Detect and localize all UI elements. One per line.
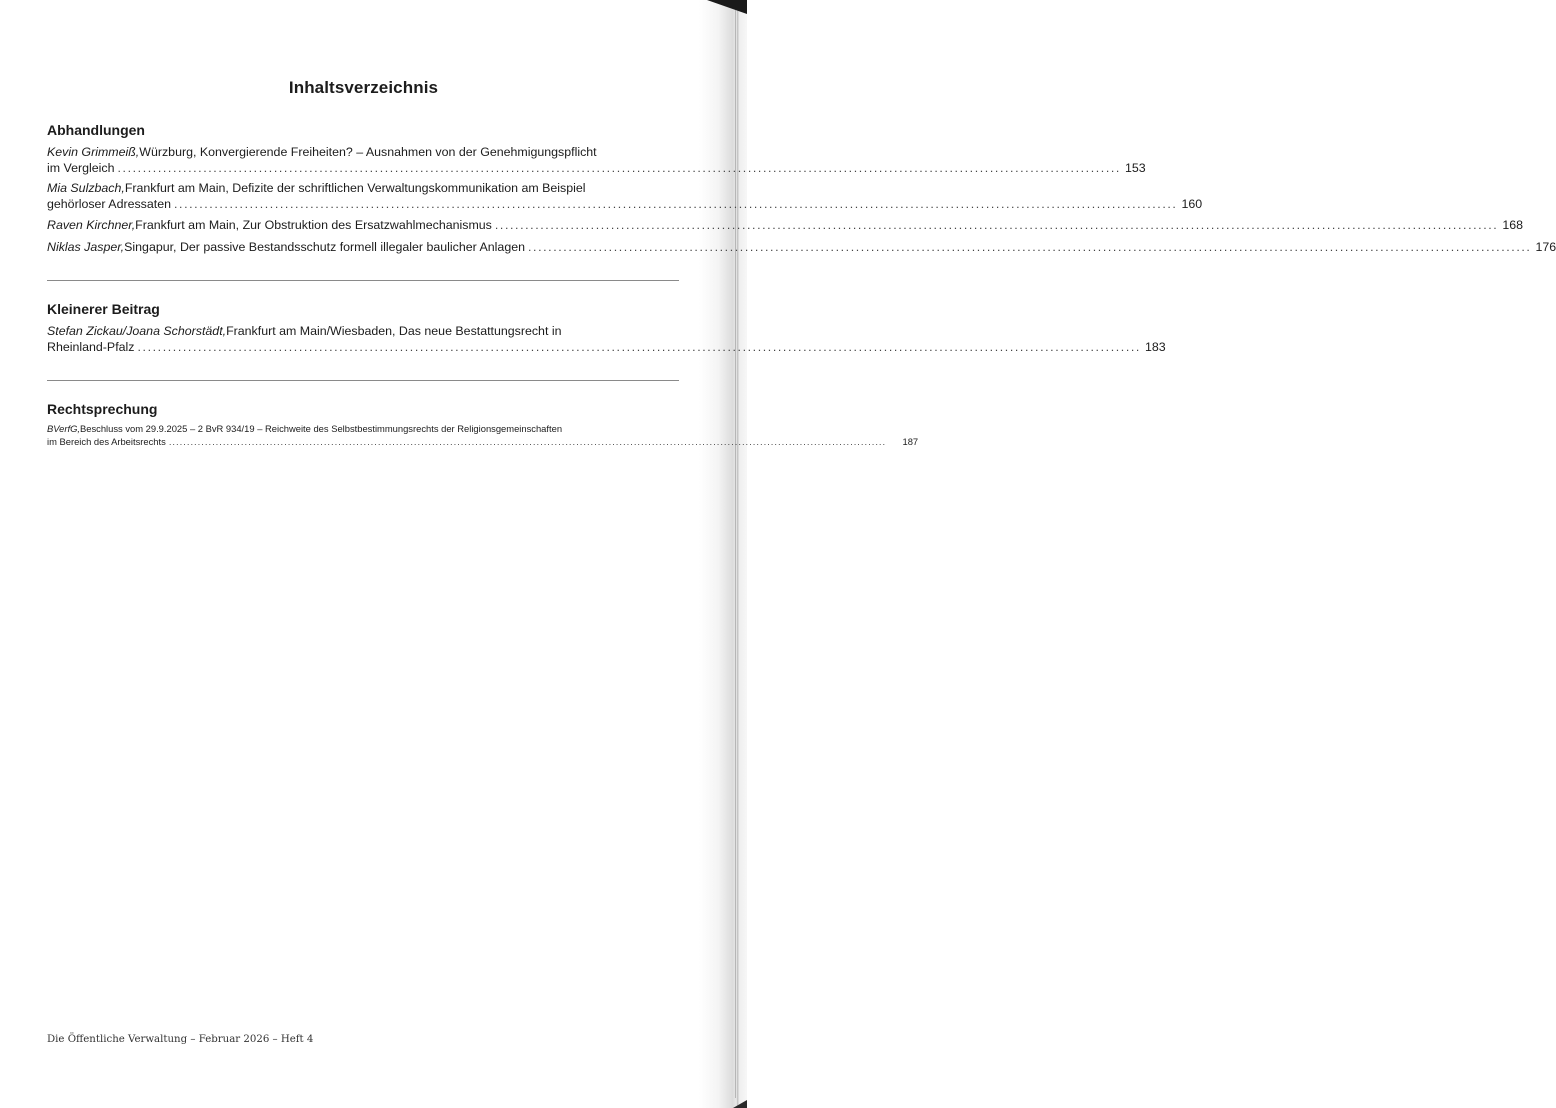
entry-line: [47, 196, 1203, 212]
entry-line: [47, 160, 1146, 176]
section-divider: [47, 380, 679, 381]
entry-title: Frankfurt am Main/Wiesbaden, Das neue Bestattungsrecht in: [226, 324, 562, 338]
page-title: Inhaltsverzeichnis: [288, 78, 439, 97]
section-heading-rechtsprechung: Rechtsprechung: [47, 401, 158, 417]
entry-page-number: 183: [1144, 340, 1166, 354]
entry-title-continued: Rheinland-Pfalz: [47, 340, 135, 354]
entry-author: Mia Sulzbach,: [47, 181, 125, 195]
toc-entry[interactable]: [47, 180, 1203, 212]
dot-leader: .......................................................................................................................................................................................................: [174, 197, 1178, 211]
entry-page-number: 168: [1502, 218, 1524, 232]
toc-entry[interactable]: [47, 239, 1556, 255]
dot-leader: .......................................................................................................................................................................................................: [137, 340, 1141, 354]
entry-line: [47, 339, 1166, 355]
toc-entry[interactable]: [47, 423, 919, 448]
entry-title-continued: gehörloser Adressaten: [47, 197, 171, 211]
entry-line: [47, 239, 1556, 255]
page-footer: Die Öffentliche Verwaltung – Februar 2026 – Heft 4: [47, 1034, 314, 1045]
entry-line: [47, 435, 919, 449]
entry-page-number: 176: [1535, 240, 1556, 254]
entry-title: Würzburg, Konvergierende Freiheiten? – Ausnahmen von der Genehmigungspflicht: [139, 145, 597, 159]
entry-author: Raven Kirchner,: [47, 218, 136, 232]
page-corner-top: [707, 0, 747, 14]
entry-author: BVerfG,: [47, 423, 80, 434]
page-corner-bottom: [733, 1100, 747, 1108]
entry-title-continued: im Vergleich: [47, 161, 115, 175]
entry-page-number: 187: [902, 435, 919, 447]
dot-leader: .......................................................................................................................................................................................................: [168, 435, 887, 447]
entry-page-number: 160: [1181, 197, 1203, 211]
section-heading-abhandlungen: Abhandlungen: [47, 122, 145, 138]
toc-entry[interactable]: [47, 217, 1524, 233]
section-heading-kleinerer-beitrag: Kleinerer Beitrag: [47, 301, 160, 317]
entry-line: [47, 217, 1524, 233]
entry-page-number: 153: [1124, 161, 1146, 175]
section-divider: [47, 280, 679, 281]
entry-line: [47, 180, 679, 196]
entry-title: Beschluss vom 29.9.2025 – 2 BvR 934/19 – Reichweite des Selbstbestimmungsrechts der Religionsgemeinschaften: [80, 423, 563, 434]
entry-line: [47, 144, 679, 160]
dot-leader: .......................................................................................................................................................................................................: [528, 240, 1532, 254]
entry-author: Stefan Zickau/Joana Schorstädt,: [47, 324, 227, 338]
entry-title: Singapur, Der passive Bestandsschutz formell illegaler baulicher Anlagen: [124, 240, 525, 254]
dot-leader: .......................................................................................................................................................................................................: [117, 161, 1121, 175]
toc-entry[interactable]: [47, 144, 1146, 176]
entry-line: [47, 323, 679, 339]
entry-title: Frankfurt am Main, Defizite der schriftlichen Verwaltungskommunikation am Beispiel: [124, 181, 586, 195]
entry-title-continued: im Bereich des Arbeitsrechts: [47, 435, 166, 447]
entry-author: Kevin Grimmeiß,: [47, 145, 140, 159]
entry-line: [47, 423, 679, 436]
entry-title: Frankfurt am Main, Zur Obstruktion des Ersatzwahlmechanismus: [135, 218, 492, 232]
dot-leader: .......................................................................................................................................................................................................: [494, 218, 1499, 232]
entry-author: Niklas Jasper,: [47, 240, 125, 254]
toc-entry[interactable]: [47, 323, 1166, 355]
